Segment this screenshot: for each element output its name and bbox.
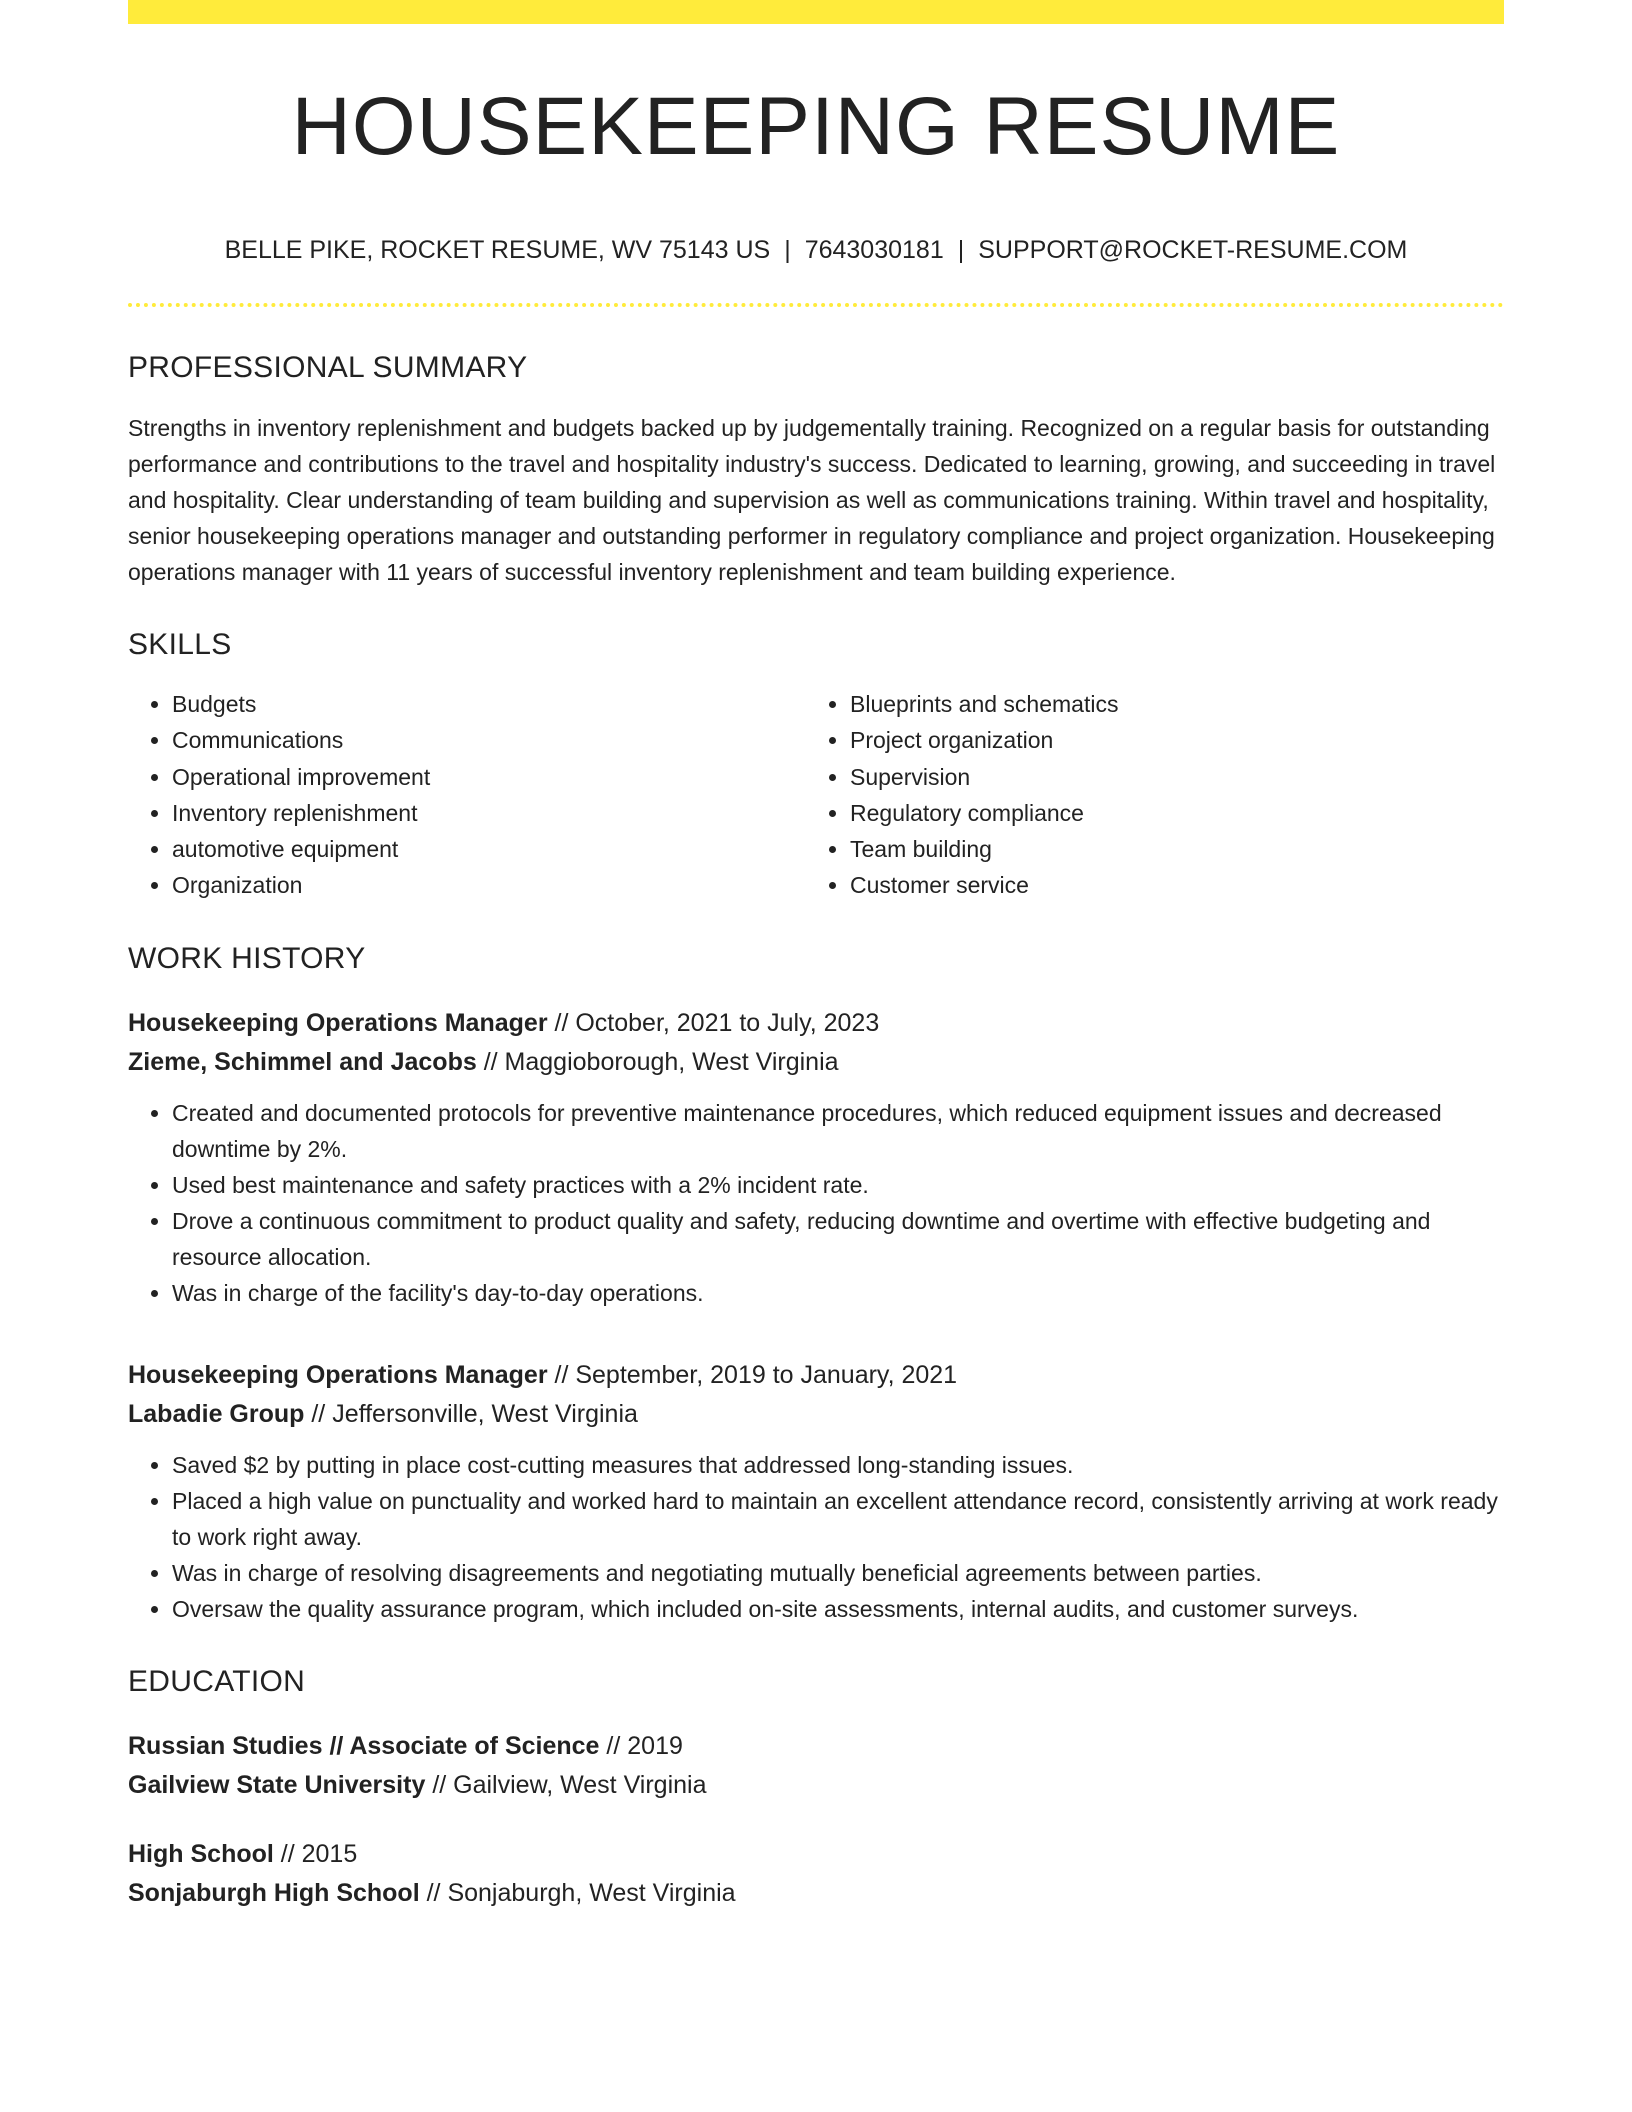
education-entry xyxy=(128,1727,1504,1805)
skill-item: • Supervision xyxy=(850,759,1484,795)
education-year: // 2019 xyxy=(606,1731,683,1760)
education-school-line xyxy=(128,1874,1504,1913)
job-company: Labadie Group xyxy=(128,1399,305,1428)
contact-address: BELLE PIKE, ROCKET RESUME, WV 75143 US xyxy=(224,236,771,264)
summary-text: Strengths in inventory replenishment and budgets backed up by judgementally training. Recognized on a regular basis for outstanding performance and contributions to the travel and hospitality industry's success. Dedicated to learning, growing, and succeeding in travel and hospitality. Clear understanding of team building and supervision as well as communications training. Within travel and hospitality, senior housekeeping operations manager and outstanding performer in regulatory compliance and project organization. Housekeeping operations manager with 11 years of successful inventory replenishment and team building experience. xyxy=(128,415,1496,585)
skills-column-right xyxy=(806,686,1484,904)
education-degree: High School xyxy=(128,1839,274,1868)
job-bullet: • Was in charge of resolving disagreements and negotiating mutually beneficial agreements between parties. xyxy=(172,1555,1504,1591)
skill-item: • Blueprints and schematics xyxy=(850,686,1484,722)
skills-list xyxy=(128,686,1504,904)
job-bullet: • Was in charge of the facility's day-to-day operations. xyxy=(172,1275,1504,1311)
job-location: // Maggioborough, West Virginia xyxy=(483,1047,839,1076)
skill-item: • automotive equipment xyxy=(172,831,806,867)
work-history-heading: WORK HISTORY xyxy=(128,941,366,975)
education-location: // Sonjaburgh, West Virginia xyxy=(426,1878,736,1907)
skill-item: • Project organization xyxy=(850,722,1484,758)
job-bullet: • Saved $2 by putting in place cost-cutting measures that addressed long-standing issues. xyxy=(172,1447,1504,1483)
education-heading: EDUCATION xyxy=(128,1664,306,1698)
top-accent-bar xyxy=(128,0,1504,24)
job-dates: // October, 2021 to July, 2023 xyxy=(554,1008,880,1037)
skill-item: • Inventory replenishment xyxy=(172,795,806,831)
job-entry xyxy=(128,1356,1504,1627)
contact-separator: | xyxy=(957,236,965,264)
job-bullet: • Used best maintenance and safety practices with a 2% incident rate. xyxy=(172,1167,1504,1203)
job-bullet: • Created and documented protocols for preventive maintenance procedures, which reduced equipment issues and decreased downtime by 2%. xyxy=(172,1095,1504,1167)
job-location: // Jeffersonville, West Virginia xyxy=(311,1399,638,1428)
education-degree-line xyxy=(128,1835,1504,1874)
job-bullets xyxy=(128,1095,1504,1311)
skill-item: • Organization xyxy=(172,867,806,903)
contact-email: SUPPORT@ROCKET-RESUME.COM xyxy=(978,236,1408,264)
job-company-line xyxy=(128,1043,1504,1082)
job-bullet: • Placed a high value on punctuality and worked hard to maintain an excellent attendance record, consistently arriving at work ready to work right away. xyxy=(172,1483,1504,1555)
education-entry xyxy=(128,1835,1504,1913)
resume-title: HOUSEKEEPING RESUME xyxy=(291,81,1341,172)
job-title: Housekeeping Operations Manager xyxy=(128,1360,548,1389)
dotted-divider xyxy=(128,303,1504,307)
contact-line xyxy=(128,238,1504,263)
contact-phone: 7643030181 xyxy=(804,236,944,264)
resume-page xyxy=(128,0,1504,1913)
job-title-line xyxy=(128,1004,1504,1043)
job-company-line xyxy=(128,1395,1504,1434)
skills-column-left xyxy=(128,686,806,904)
job-title: Housekeeping Operations Manager xyxy=(128,1008,548,1037)
job-company: Zieme, Schimmel and Jacobs xyxy=(128,1047,477,1076)
skill-item: • Operational improvement xyxy=(172,759,806,795)
skill-item: • Regulatory compliance xyxy=(850,795,1484,831)
job-bullet: • Drove a continuous commitment to product quality and safety, reducing downtime and overtime with effective budgeting and resource allocation. xyxy=(172,1203,1504,1275)
skill-item: • Customer service xyxy=(850,867,1484,903)
education-degree-line xyxy=(128,1727,1504,1766)
skill-item: • Budgets xyxy=(172,686,806,722)
job-bullets xyxy=(128,1447,1504,1627)
skills-heading: SKILLS xyxy=(128,628,232,661)
summary-heading: PROFESSIONAL SUMMARY xyxy=(128,351,528,384)
skill-item: • Communications xyxy=(172,722,806,758)
education-degree: Russian Studies // Associate of Science xyxy=(128,1731,600,1760)
contact-separator: | xyxy=(784,236,791,264)
education-year: // 2015 xyxy=(280,1839,358,1868)
job-bullet: • Oversaw the quality assurance program, which included on-site assessments, internal audits, and customer surveys. xyxy=(172,1591,1504,1627)
education-school-line xyxy=(128,1766,1504,1805)
education-school: Gailview State University xyxy=(128,1770,426,1799)
job-entry xyxy=(128,1004,1504,1311)
job-dates: // September, 2019 to January, 2021 xyxy=(554,1360,958,1389)
education-school: Sonjaburgh High School xyxy=(128,1878,420,1907)
job-title-line xyxy=(128,1356,1504,1395)
education-location: // Gailview, West Virginia xyxy=(432,1770,707,1799)
skill-item: • Team building xyxy=(850,831,1484,867)
